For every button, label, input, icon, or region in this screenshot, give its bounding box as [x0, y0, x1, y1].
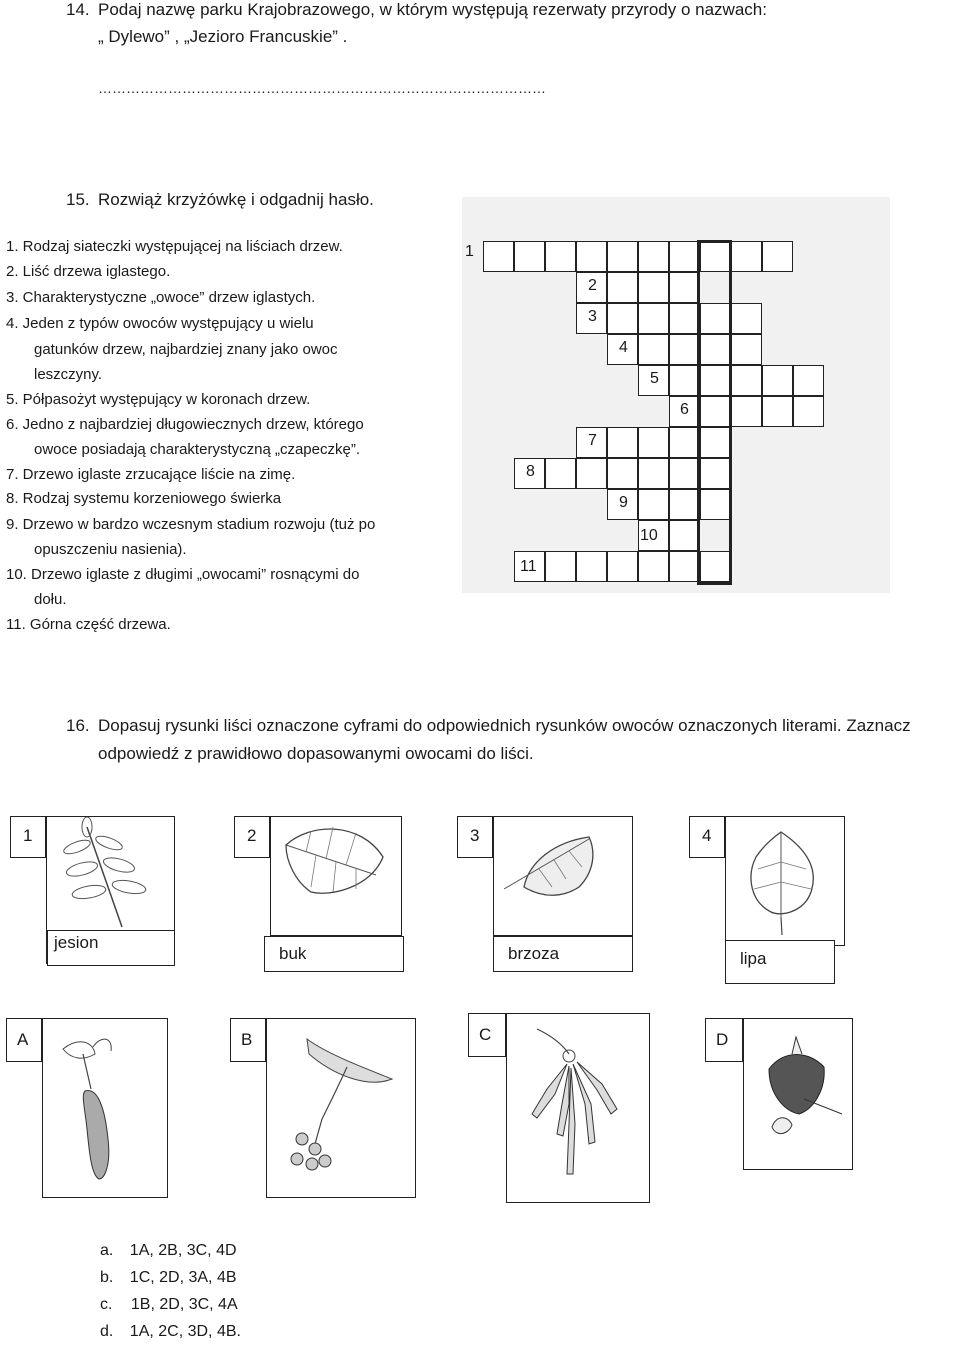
clue-6-cont: owoce posiadają charakterystyczną „czapeczkę”.	[34, 441, 360, 458]
leaf-1-name: jesion	[54, 933, 99, 952]
crossword-cell[interactable]	[638, 427, 669, 458]
fruit-b-letter: B	[241, 1030, 253, 1049]
crossword-cell[interactable]	[545, 241, 576, 272]
crossword-cell[interactable]	[731, 303, 762, 334]
answer-d[interactable]	[100, 1323, 241, 1341]
birch-catkin-drawing	[43, 1019, 167, 1197]
crossword-cell[interactable]	[607, 241, 638, 272]
leaf-2-name: buk	[279, 944, 307, 963]
leaf-1-number-box	[10, 816, 46, 858]
crossword-cell[interactable]	[700, 427, 731, 458]
crossword-cell[interactable]	[576, 241, 607, 272]
leaf-2-name-box	[264, 936, 404, 972]
clue-4-cont: gatunków drzew, najbardziej znany jako owoc	[34, 341, 338, 358]
crossword-cell[interactable]	[700, 334, 731, 365]
leaf-2-number-box	[234, 816, 270, 858]
crossword-cell[interactable]	[731, 365, 762, 396]
leaf-1-name-box	[47, 930, 175, 966]
answer-b[interactable]	[100, 1269, 237, 1287]
crossword-cell[interactable]	[669, 427, 700, 458]
answer-b-letter: b.	[100, 1269, 114, 1286]
crossword-number-2: 2	[588, 277, 597, 294]
crossword-cell[interactable]	[731, 396, 762, 427]
answer-c-text: 1B, 2D, 3C, 4A	[130, 1296, 238, 1313]
crossword-grid	[462, 197, 890, 593]
crossword-cell[interactable]	[762, 241, 793, 272]
clue-9-cont: opuszczeniu nasienia).	[34, 541, 187, 558]
leaf-2-number: 2	[247, 826, 257, 845]
beech-nut-drawing	[744, 1019, 852, 1169]
fruit-c-letter-box	[468, 1013, 506, 1057]
crossword-cell[interactable]	[607, 272, 638, 303]
crossword-cell[interactable]	[793, 365, 824, 396]
crossword-number-4: 4	[619, 339, 628, 356]
crossword-cell[interactable]	[669, 334, 700, 365]
answer-c[interactable]	[100, 1296, 238, 1314]
answer-a-letter: a.	[100, 1242, 114, 1259]
leaf-1-number: 1	[23, 826, 33, 845]
crossword-number-3: 3	[588, 308, 597, 325]
clue-10-cont: dołu.	[34, 591, 67, 608]
crossword-cell[interactable]	[700, 489, 731, 520]
q14-answer-line: ……………………………………………………………………………………	[98, 80, 546, 96]
answer-a-text: 1A, 2B, 3C, 4D	[129, 1242, 237, 1259]
fruit-a-image	[42, 1018, 168, 1198]
crossword-cell[interactable]	[669, 272, 700, 303]
fruit-a-letter: A	[17, 1030, 29, 1049]
crossword-cell[interactable]	[669, 458, 700, 489]
crossword-number-5: 5	[650, 370, 659, 387]
crossword-number-7: 7	[588, 432, 597, 449]
fruit-d-letter-box	[705, 1018, 743, 1062]
leaf-3-name: brzoza	[508, 944, 560, 963]
leaf-3-image	[493, 816, 633, 963]
answer-a[interactable]	[100, 1242, 237, 1260]
linden-leaf-drawing	[726, 817, 844, 937]
clue-6: 6. Jedno z najbardziej długowiecznych drzew, którego	[6, 416, 364, 433]
q16-text-2: odpowiedź z prawidłowo dopasowanymi owocami do liści.	[98, 744, 534, 763]
q16-number: 16.	[66, 716, 90, 735]
q14-text-2: „ Dylewo” , „Jezioro Francuskie” .	[98, 27, 348, 46]
crossword-cell[interactable]	[700, 551, 731, 582]
leaf-2-image	[270, 816, 402, 936]
crossword-cell[interactable]	[669, 303, 700, 334]
crossword-cell[interactable]	[700, 241, 731, 272]
crossword-cell[interactable]	[762, 365, 793, 396]
q15-text: Rozwiąż krzyżówkę i odgadnij hasło.	[98, 190, 374, 209]
fruit-c-letter: C	[479, 1025, 492, 1044]
clue-11: 11. Górna część drzewa.	[6, 616, 171, 633]
birch-leaf-drawing	[494, 817, 632, 927]
answer-b-text: 1C, 2D, 3A, 4B	[129, 1269, 237, 1286]
crossword-cell[interactable]	[545, 551, 576, 582]
crossword-cell[interactable]	[731, 334, 762, 365]
leaf-1-image	[46, 816, 175, 964]
beech-leaf-drawing	[271, 817, 401, 927]
leaf-4-number: 4	[702, 826, 712, 845]
leaf-3-number: 3	[470, 826, 480, 845]
crossword-cell[interactable]	[483, 241, 514, 272]
crossword-cell[interactable]	[793, 396, 824, 427]
crossword-cell[interactable]	[638, 489, 669, 520]
crossword-number-8: 8	[526, 463, 535, 480]
clue-1: 1. Rodzaj siateczki występującej na liściach drzew.	[6, 238, 343, 255]
crossword-cell[interactable]	[514, 241, 545, 272]
crossword-cell[interactable]	[669, 241, 700, 272]
clue-4-cont2: leszczyny.	[34, 366, 103, 383]
leaf-3-number-box	[457, 816, 493, 858]
crossword-cell[interactable]	[638, 303, 669, 334]
fruit-d-image	[743, 1018, 853, 1170]
leaf-3-name-box	[493, 936, 633, 972]
crossword-cell[interactable]	[607, 303, 638, 334]
crossword-cell[interactable]	[576, 458, 607, 489]
crossword-cell[interactable]	[700, 458, 731, 489]
leaf-4-number-box	[689, 816, 725, 858]
crossword-cell[interactable]	[731, 241, 762, 272]
leaf-4-name-box	[725, 940, 835, 984]
crossword-cell[interactable]	[669, 520, 700, 551]
fruit-b-letter-box	[230, 1018, 266, 1062]
crossword-cell[interactable]	[669, 489, 700, 520]
clue-10: 10. Drzewo iglaste z długimi „owocami” rosnącymi do	[6, 566, 360, 583]
q14-number: 14.	[66, 0, 90, 19]
crossword-cell[interactable]	[700, 303, 731, 334]
answer-c-letter: c.	[100, 1296, 113, 1313]
crossword-cell[interactable]	[607, 458, 638, 489]
crossword-number-9: 9	[619, 494, 628, 511]
crossword-cell[interactable]	[638, 272, 669, 303]
q14-text: Podaj nazwę parku Krajobrazowego, w którym występują rezerwaty przyrody o nazwach:	[98, 0, 767, 19]
crossword-cell[interactable]	[700, 396, 731, 427]
crossword-cell[interactable]	[669, 551, 700, 582]
crossword-cell[interactable]	[545, 458, 576, 489]
fruit-d-letter: D	[716, 1030, 729, 1049]
clue-3: 3. Charakterystyczne „owoce” drzew iglastych.	[6, 289, 316, 306]
crossword-number-11: 11	[520, 558, 537, 575]
crossword-number-6: 6	[680, 401, 689, 418]
clue-7: 7. Drzewo iglaste zrzucające liście na zimę.	[6, 466, 296, 483]
clue-9: 9. Drzewo w bardzo wczesnym stadium rozwoju (tuż po	[6, 516, 376, 533]
q16-text: Dopasuj rysunki liści oznaczone cyframi do odpowiednich rysunków owoców oznaczonych literami. Zaznacz	[98, 716, 911, 735]
crossword-cell[interactable]	[700, 365, 731, 396]
answer-d-text: 1A, 2C, 3D, 4B.	[129, 1323, 241, 1340]
crossword-cell[interactable]	[638, 241, 669, 272]
leaf-4-image	[725, 816, 845, 946]
clue-5: 5. Półpasożyt występujący w koronach drzew.	[6, 391, 311, 408]
leaf-4-name: lipa	[740, 949, 767, 968]
crossword-cell[interactable]	[576, 551, 607, 582]
clue-4: 4. Jeden z typów owoców występujący u wielu	[6, 315, 314, 332]
crossword-cell[interactable]	[638, 551, 669, 582]
crossword-cell[interactable]	[607, 427, 638, 458]
crossword-number-1: 1	[465, 243, 474, 260]
crossword-cell[interactable]	[669, 365, 700, 396]
crossword-cell[interactable]	[638, 334, 669, 365]
crossword-cell[interactable]	[762, 396, 793, 427]
clue-2: 2. Liść drzewa iglastego.	[6, 263, 171, 280]
fruit-b-image	[266, 1018, 416, 1198]
fruit-a-letter-box	[6, 1018, 42, 1062]
crossword-cell[interactable]	[607, 551, 638, 582]
q15-number: 15.	[66, 190, 90, 209]
linden-fruit-drawing	[267, 1019, 415, 1197]
crossword-number-10: 10	[640, 527, 658, 544]
clue-8: 8. Rodzaj systemu korzeniowego świerka	[6, 490, 282, 507]
fruit-c-image	[506, 1013, 650, 1203]
answer-d-letter: d.	[100, 1323, 114, 1340]
ash-leaf-drawing	[47, 817, 173, 932]
ash-fruit-drawing	[507, 1014, 649, 1202]
crossword-cell[interactable]	[638, 458, 669, 489]
